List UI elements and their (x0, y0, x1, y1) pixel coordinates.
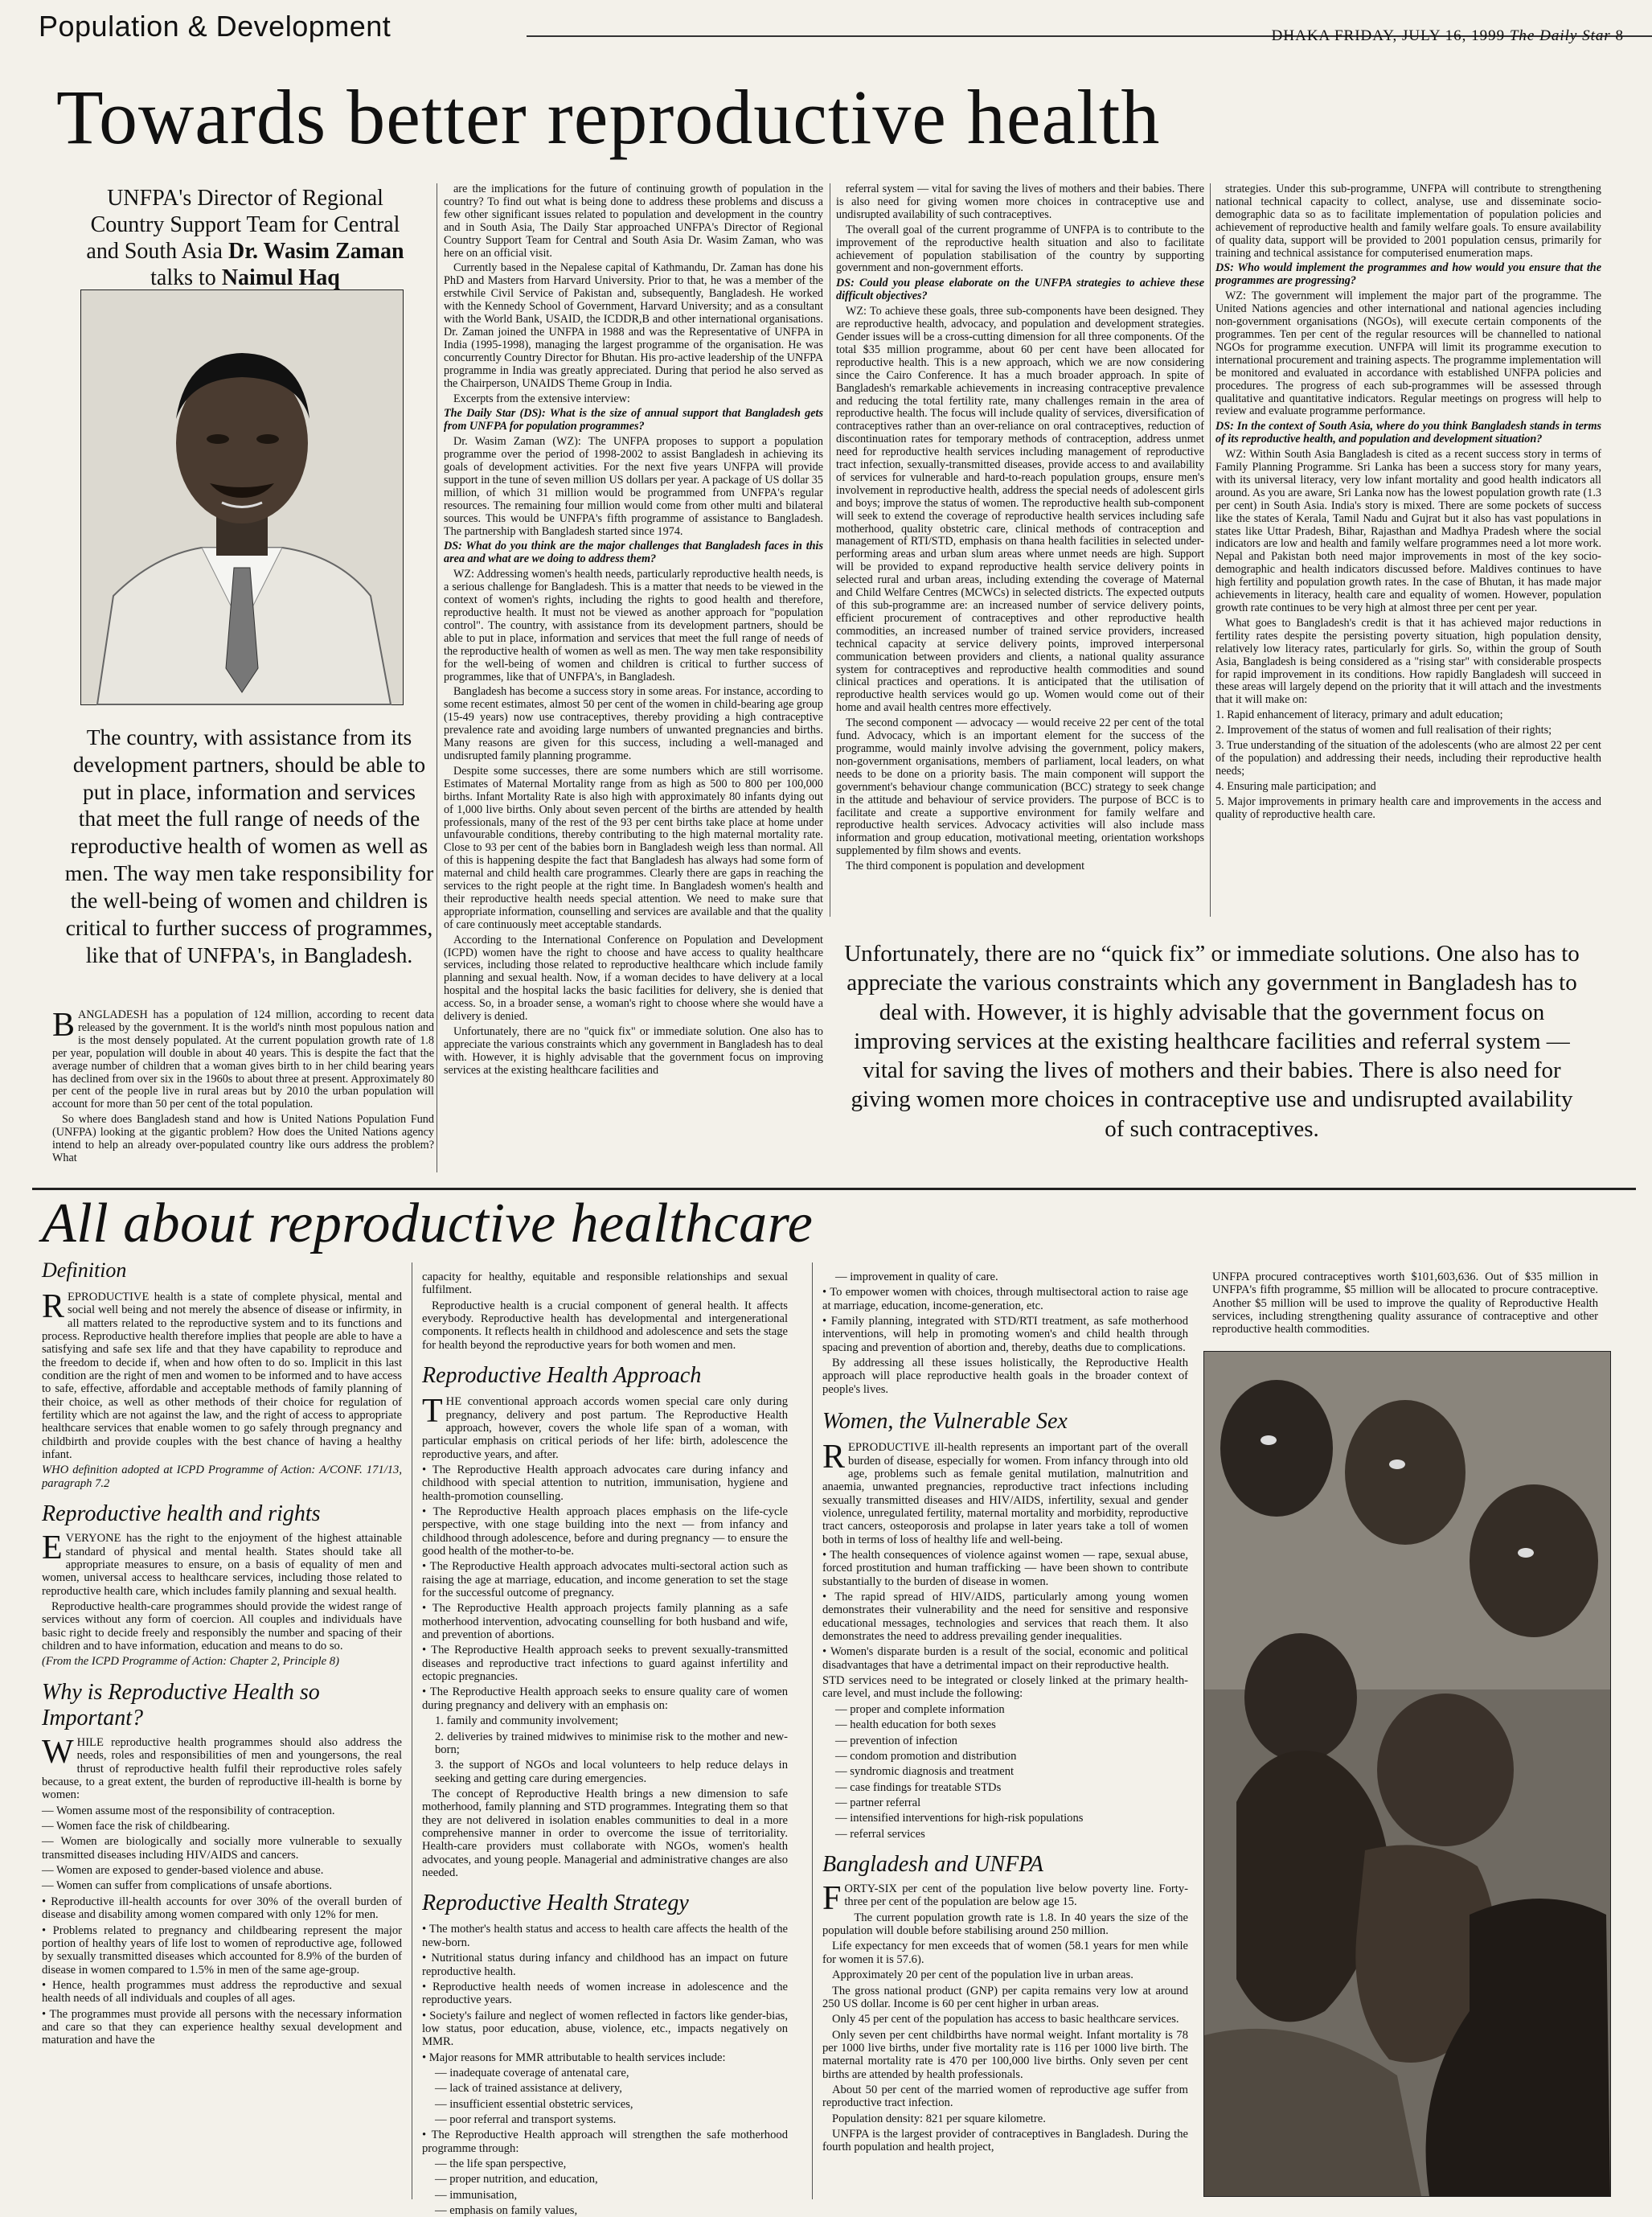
paragraph: Despite some successes, there are some numbers which are still worrisome. Estimates of Maternal Mortality range from as high as 500 to 800 per 100,000 births. Infant Mortality Rate is also high with approximately 80 infants dying out of 1,000 live births. Only about seven percent of the births are attended by health professionals, many of the rest of the 93 per cent births take place at home under unfavourable conditions, thereby contributing to the high maternal mortality rate. Close to 93 per cent of the babies born in Bangladesh weigh less than normal. All of this is happening despite the fact that Bangladesh has always had some form of maternal and child health care programmes. Clearly there are gaps in reaching the services to the right people at the right time. In Bangladesh women's health and their reproductive health needs special attention. We need to make sure that appropriate information, counselling and services are available and that the quality of care continuously meet acceptable standards. (444, 764, 823, 931)
paragraph: Excerpts from the extensive interview: (453, 392, 630, 405)
why-heading: Why is Reproductive Health so Important? (42, 1679, 320, 1730)
paragraph: WZ: Addressing women's health needs, particularly reproductive health needs, is a serious challenge for Bangladesh. This is a matter that needs to be viewed in the context of women's rights, including the rights to good health and therefore, reproductive health. It must not be viewed as another approach for "population control". The country, with assistance from its development partners, should be able to put in place, information and services that meet the full range of needs of the reproductive health of women as well as men. The way men take responsibility for the well-being of women and children is critical to further success of programmes, like that of UNFPA's, in Bangladesh. (444, 568, 823, 684)
list-item: • The mother's health status and access to health care affects the health of the new-born. (422, 1923, 788, 1949)
list-item: • To empower women with choices, through multisectoral action to raise age at marriage, education, income-generation, etc. (822, 1286, 1188, 1312)
interviewee-name: Dr. Wasim Zaman (228, 239, 404, 265)
paragraph: So where does Bangladesh stand and how is United Nations Population Fund (UNFPA) looking at the gigantic problem? How does the United Nations agency intend to help an already over-populated country like ours address the problem? What (52, 1113, 434, 1164)
list-item: • Nutritional status during infancy and childhood has an impact on future reproductive health. (422, 1952, 788, 1978)
interview-question: DS: Who would implement the programmes and how would you ensure that the programmes are progressing? (1215, 261, 1601, 288)
strategy-heading: Reproductive Health Strategy (422, 1891, 689, 1916)
dropcap: R (822, 1439, 846, 1476)
paragraph: The concept of Reproductive Health brings a new dimension to safe motherhood, family planning and STD programmes. Integrating them so that they are not delivered in isolation enables communities to deal in a more comprehensive manner in order to overcome the issue of territoriality. Health-care providers must collaborate with NGOs, women's health advocates, and young people. Managerial and administrative changes are also needed. (422, 1787, 788, 1879)
approach-body (422, 1395, 788, 1879)
list-item: 5. Major improvements in primary health care and improvements in the access and quality of reproductive health care. (1215, 794, 1601, 821)
list-item: • The health consequences of violence against women — rape, sexual abuse, forced prostitution and human trafficking — have been shown to contribute substantially to the burden of disease in women. (822, 1549, 1188, 1588)
paragraph: Bangladesh has become a success story in some areas. For instance, according to some recent estimates, almost 50 per cent of the women in child-bearing age group (15-49 years) now use contraceptives, thereby providing a high contraceptive prevalence rate and avoiding large numbers of unwanted pregnancies and births. Many reasons are given for this success, including a well-managed and undisrupted family planning programme. (444, 685, 823, 762)
list-item: 3. the support of NGOs and local volunteers to help reduce delays in seeking and getting care during emergencies. (435, 1759, 788, 1785)
paragraph: The third component is population and development (846, 860, 1085, 873)
paragraph: The overall goal of the current programme of UNFPA is to contribute to the improvement of the reproductive health situation and also to facilitate achievement of population stabilisation of the country by supporting government and non-government efforts. (836, 223, 1204, 275)
article-column-4 (1215, 183, 1601, 917)
section2-column-4 (1212, 1271, 1598, 1347)
paragraph: ORTY-SIX per cent of the population live below poverty line. Forty-three per cent of the population are below age 15. (844, 1882, 1188, 1909)
list-item: • The Reproductive Health approach seeks to ensure quality care of women during pregnancy and delivery with an emphasis on: (422, 1685, 788, 1712)
paragraph: By addressing all these issues holistically, the Reproductive Health approach will place reproductive health goals in the broader context of people's lives. (822, 1357, 1188, 1396)
list-item: — prevention of infection (835, 1734, 957, 1747)
page-number: 8 (1615, 27, 1624, 44)
list-item: — health education for both sexes (835, 1718, 996, 1732)
list-item: • The Reproductive Health approach places emphasis on the life-cycle perspective, with one stage building into the next — from infancy and childhood through adolescence, before and during pregnancy — to ensure the good health of the mother-to-be. (422, 1505, 788, 1558)
intro-title: UNFPA's Director of Regional Country Support Team for Central and South Asia (86, 186, 400, 265)
list-item: — poor referral and transport systems. (435, 2112, 617, 2126)
paragraph: The current population growth rate is 1.8. In 40 years the size of the population will double before stabilising around 250 million. (822, 1911, 1188, 1938)
list-item: — Women are exposed to gender-based violence and abuse. (42, 1864, 324, 1878)
list-item: 3. True understanding of the situation of the adolescents (who are almost 22 per cent of the population) and addressing their needs, including their reproductive health needs; (1215, 739, 1601, 778)
definition-heading: Definition (42, 1258, 127, 1282)
left-highlight-quote: The country, with assistance from its development partners, should be able to put in place, information and services that meet the full range of needs of the reproductive health of women as well as men. The way men take responsibility for the well-being of women and children is critical to further success of programmes, like that of UNFPA's, in Bangladesh. (64, 725, 434, 967)
list-item: • Major reasons for MMR attributable to health services include: (422, 2051, 726, 2064)
list-item: • The Reproductive Health approach projects family planning as a safe motherhood intervention, advocating counselling for both husband and wife, and prevention of abortions. (422, 1602, 788, 1642)
list-item: — Women are biologically and socially more vulnerable to sexually transmitted diseases including HIV/AIDS and cancers. (42, 1835, 402, 1862)
interview-question: DS: Could you please elaborate on the UNFPA strategies to achieve these difficult objectives? (836, 277, 1204, 303)
rights-heading: Reproductive health and rights (42, 1501, 321, 1527)
col2-lead (422, 1271, 788, 1352)
dropcap: W (42, 1734, 74, 1772)
children-illustration (1204, 1352, 1610, 2196)
list-item: • Women's disparate burden is a result of the social, economic and political disadvantages that have a detrimental impact on their reproductive health. (822, 1645, 1188, 1672)
section2-title: All about reproductive healthcare (42, 1193, 814, 1254)
paragraph: The second component — advocacy — would receive 22 per cent of the total fund. Advocacy, which is an important element for the success of the programme, would mainly involve advising the government, policy makers, non-government organisations, members of parliament, local leaders, on what needs to be done on a priority basis. The main component will support the government's behaviour change communication (BCC) strategy to seek change in the attitude and behaviour of service providers. The purpose of BCC is to facilitate and create a supportive environment for family welfare and reproductive health services. Advocacy activities will also include mass information and group education, motivational meeting, orientation workshops supplemented by film shows and events. (836, 716, 1204, 858)
rights-body (42, 1529, 402, 1669)
list-item: • Family planning, integrated with STD/RTI treatment, as safe motherhood interventions, will help in promoting women's and child health through spacing and prevention of abortion and, thereby, deaths due to complications. (822, 1315, 1188, 1354)
paragraph: Life expectancy for men exceeds that of women (58.1 years for men while for women it is 57.6). (822, 1940, 1188, 1966)
paragraph: capacity for healthy, equitable and responsible relationships and sexual fulfilment. (422, 1271, 788, 1297)
paragraph: EPRODUCTIVE health is a state of complete physical, mental and social well being and not merely the absence of disease or infirmity, in all matters related to the reproductive system and to its functions and process. Reproductive health therefore implies that people are able to have a satisfying and safe sex life and that they have capability to reproduce and the freedom to decide if, when and how often to do so. Implicit in this last condition are the right of men and women to be informed and to have access to safe, effective, affordable and acceptable methods of family planning of their choice, as well as other methods of their choice for regulation of fertility which are not against the law, and the right of access to appropriate healthcare services that enable women to go safely through pregnancy and childbirth and provide couples with the best chance of having a healthy infant. (42, 1290, 402, 1462)
list-item: — referral services (835, 1827, 925, 1841)
paragraph: HE conventional approach accords women special care only during pregnancy, delivery and post partum. The Reproductive Health approach, however, covers the whole life span of a woman, with particular emphasis on critical periods of her life: birth, adolescence the reproductive years, and after. (422, 1395, 788, 1461)
list-item: 2. deliveries by trained midwives to minimise risk to the mother and new-born; (435, 1730, 788, 1756)
headline: Towards better reproductive health (56, 74, 1161, 160)
list-item: — partner referral (835, 1796, 921, 1809)
column-rule (1210, 183, 1211, 917)
paragraph: STD services need to be integrated or closely linked at the primary health-care level, and must include the following: (822, 1674, 1188, 1701)
paragraph: Reproductive health-care programmes should provide the widest range of services without any form of coercion. All couples and individuals have basic right to decide freely and responsibly the number and spacing of their children and to have information, education and means to do so. (42, 1599, 402, 1652)
definition-body (42, 1287, 402, 1490)
paragraph: UNFPA is the largest provider of contraceptives in Bangladesh. During the fourth population and health project, (822, 2127, 1188, 2154)
list-item: 1. Rapid enhancement of literacy, primary and adult education; (1215, 708, 1503, 722)
citation: (From the ICPD Programme of Action: Chapter 2, Principle 8) (42, 1655, 339, 1669)
portrait-photo (80, 289, 404, 705)
paragraph: ANGLADESH has a population of 124 million, according to recent data released by the government. It is the world's ninth most populous nation and is the most densely populated. At the current population growth rate of 1.8 per year, population will double in about 40 years. This is despite the fact that the average number of children that a woman gives birth to in her child bearing years has declined from over six in the 1960s to about three at present. Approximately 80 per cent of the people live in rural areas but by 2010 the urban population will account for more than 50 per cent of the total population. (52, 1008, 434, 1111)
paragraph: referral system — vital for saving the lives of mothers and their babies. There is also need for giving women more choices in contraceptive use and undisrupted availability of such contraceptives. (836, 183, 1204, 221)
column-rule (812, 1262, 813, 2199)
list-item: • The Reproductive Health approach will strengthen the safe motherhood programme through: (422, 2129, 788, 2155)
dropcap: T (422, 1393, 443, 1431)
list-item: — condom promotion and distribution (835, 1749, 1017, 1763)
paragraph: HILE reproductive health programmes should also address the needs, roles and responsibilities of men and youngersons, the real thrust of reproductive health fulfil their reproductive roles safely because, to a great extent, the burden of reproductive ill-health is borne by women: (42, 1736, 402, 1802)
paragraph: Only seven per cent childbirths have normal weight. Infant mortality is 78 per 1000 live births, under five mortality rate is 116 per 1000 live birth. The maternal mortality rate is 470 per 100,000 live births. Only seven per cent births are attended by health professionals. (822, 2028, 1188, 2081)
article-column-2 (444, 183, 823, 1174)
col3-lead (822, 1271, 1188, 1396)
vulnerable-heading: Women, the Vulnerable Sex (822, 1409, 1068, 1435)
dateline-date: DHAKA FRIDAY, JULY 16, 1999 (1271, 27, 1506, 44)
paragraph: What goes to Bangladesh's credit is that it has achieved major reductions in fertility rates despite the persisting poverty situation, high population density, relatively low literacy rates, particularly for girls. So, within the group of South Asia, Bangladesh is being considered as a "rising star" with considerable prospects for rapid improvement in its conditions. How rapidly Bangladesh will succeed in these areas will largely depend on the priority that it will attach and the investments that it will make on: (1215, 616, 1601, 707)
paragraph: The gross national product (GNP) per capita remains very low at around 250 US dollar. Income is 60 per cent higher in urban areas. (822, 1984, 1188, 2010)
paragraph: Population density: 821 per square kilometre. (832, 2112, 1046, 2125)
vulnerable-body (822, 1441, 1188, 1841)
citation: WHO definition adopted at ICPD Programme of Action: A/CONF. 171/13, paragraph 7.2 (42, 1464, 402, 1490)
list-item: — syndromic diagnosis and treatment (835, 1765, 1015, 1779)
paragraph: Reproductive health is a crucial component of general health. It affects everybody. Reproductive health has developmental and intergenerational components. It reflects health in childhood and adolescence and sets the stage for health beyond the reproductive years for both women and men. (422, 1299, 788, 1352)
dropcap: B (52, 1007, 76, 1044)
section-divider (32, 1188, 1636, 1190)
dateline (1272, 27, 1624, 45)
paragraph: EPRODUCTIVE ill-health represents an important part of the overall burden of disease, especially for women. From infancy through into old age, problems such as female genital mutilation, malnutrition and anaemia, unwanted pregnancies, reproductive tract infections including sexually transmitted diseases and HIV/AIDS, infertility, sexual and gender violence, unregulated fertility, maternal mortality and morbidity, reproductive tract cancers, osteoporosis and prolapse in later years take a toll of women both in terms of loss of healthy life and well-being. (822, 1441, 1188, 1546)
list-item: — Women assume most of the responsibility of contraception. (42, 1804, 335, 1817)
bd-body (822, 1882, 1188, 2154)
section2-column-2 (422, 1271, 788, 2217)
list-item: • The Reproductive Health approach advocates care during infancy and childhood with special attention to nutrition, immunisation, hygiene and health-promotion counselling. (422, 1463, 788, 1503)
paragraph: strategies. Under this sub-programme, UNFPA will contribute to strengthening national technical capacity to collect, analyse, use and disseminate socio-demographic data so as to facilitate implementation of population policies and achievement of reproductive health and family welfare goals. To ensure availability of quality data, support will be provided to 2001 population census, primarily for training and technical assistance for computerised enumeration maps. (1215, 183, 1601, 260)
dropcap: F (822, 1880, 842, 1918)
interview-question: DS: In the context of South Asia, where do you think Bangladesh stands in terms of its reproductive health, and population and development situation? (1215, 420, 1601, 446)
paragraph: Approximately 20 per cent of the population live in urban areas. (832, 1969, 1133, 1982)
paragraph: VERYONE has the right to the enjoyment of the highest attainable standard of physical and mental health. States should take all appropriate measures to ensure, on a basis of equality of men and women, universal access to healthcare services, including those related to reproductive health care, which includes family planning and sexual health. (42, 1532, 402, 1598)
list-item: — immunisation, (435, 2188, 518, 2202)
list-item: • The programmes must provide all persons with the necessary information and care so that they can experience healthy sexual development and maturation and have the (42, 2007, 402, 2047)
strategy-body (422, 1923, 788, 2217)
intro-byline (72, 185, 418, 291)
list-item: — intensified interventions for high-risk populations (835, 1812, 1084, 1825)
list-item: — improvement in quality of care. (835, 1271, 998, 1283)
list-item: • Problems related to pregnancy and childbearing represent the major portion of healthy years of life lost to women of reproductive age, followed by sexually transmitted diseases which accounted for 8.9% of the burden of disease in women compared to 1.5% in men of the same age-group. (42, 1923, 402, 1977)
portrait-illustration (81, 290, 403, 704)
list-item: — emphasis on family values, (435, 2204, 578, 2217)
paragraph: WZ: To achieve these goals, three sub-components have been designed. They are reproductive health, advocacy, and population and development strategies. Gender issues will be a cross-cutting dimension for all three components. Of the total $35 million programme, about 60 per cent have been allocated for reproductive health. This is a new approach, which we are now considering since the Cairo Conference. It has a much broader approach. In spite of Bangladesh's remarkable achievements in increasing contraceptive prevalence and reducing the total fertility rate, many challenges remain in the area of reproductive health. The focus will include quality of services, diversification of contraceptives rather than an over-reliance on oral contraceptives, reduction of discontinuation rates for temporary methods of contraception, address unmet need for reproductive health services including management of reproductive tract infection, sexually-transmitted diseases, provide access to and availability of services for vulnerable and hard-to-reach population groups, ensure men's involvement in reproductive health, address the special needs of adolescent girls and boys; improve the status of women. The reproductive health sub-component will seek to extend the coverage of reproductive health services including safe motherhood, quality obstetric care, clinical methods of contraception and management of RTI/STD, emphasis on thana health facilities in selected under-performing areas and urban slum areas where unmet needs are high. Support will be provided to expand reproductive health service delivery points in selected rural and urban areas, including extending the coverage of Maternal and Child Welfare Centres (MCWCs) in selected districts. The expected outputs of this sub-programme are: an increased number of service delivery points, efficient procurement of contraceptives and other reproductive health commodities, an increased number of trained service providers, increased technical capacity at service delivery points, improved interpersonal communication between providers and clients, a national quality assurance system for contraceptives and reproductive health commodities and sound clinical practices and operations. It is anticipated that the utilisation of reproductive health services would go up. Women would come out of their home and avail health centres more effectively. (836, 305, 1204, 715)
list-item: — proper nutrition, and education, (435, 2173, 598, 2186)
interview-question: The Daily Star (DS): What is the size of annual support that Bangladesh gets from UNFPA for population programmes? (444, 407, 823, 433)
list-item: — the life span perspective, (435, 2157, 567, 2170)
dropcap: E (42, 1529, 63, 1567)
section-label: Population & Development (39, 10, 391, 43)
list-item: • Reproductive health needs of women increase in adolescence and the reproductive years. (422, 1980, 788, 2007)
paragraph: Dr. Wasim Zaman (WZ): The UNFPA proposes to support a population programme over the period of 1998-2002 to assist Bangladesh in achieving its goals of development activities. For the next five years UNFPA will provide support in the tune of seven million US dollars per year. A package of US dollar 35 million, of which 31 million would be programmed from UNFPA's regular resources. The remaining four million would come from other multi and bilateral sources. This would be UNFPA's fifth programme of assistance to Bangladesh. The partnership with Bangladesh started since 1974. (444, 435, 823, 538)
list-item: 1. family and community involvement; (435, 1714, 619, 1728)
article-column-1 (52, 1009, 434, 1176)
paragraph: Only 45 per cent of the population has access to basic healthcare services. (832, 2013, 1179, 2026)
children-photo (1203, 1351, 1611, 2197)
list-item: — Women can suffer from complications of unsafe abortions. (42, 1879, 333, 1893)
list-item: • Reproductive ill-health accounts for over 30% of the overall burden of disease and disability among women compared with only 12% for men. (42, 1895, 402, 1922)
list-item: — case findings for treatable STDs (835, 1780, 1002, 1794)
list-item: 4. Ensuring male participation; and (1215, 779, 1376, 793)
paragraph: WZ: Within South Asia Bangladesh is cited as a recent success story in terms of Family Planning Programme. Sri Lanka has been a success story for many years, with its universal literacy, very low infant mortality and good health indicators all around. As you are aware, Sri Lanka now has the lowest population growth rate (1.3 per cent) in South Asia. India's story is mixed. There are some pockets of success like the states of Kerala, Tamil Nadu and Gujrat but it also has vast populations in states like Uttar Pradesh, Bihar, Rajasthan and Madhya Pradesh where the social indicators are low and health and family welfare programmes need a lot more work. Nepal and Pakistan both need major improvements in most of the key socio-demographic and health indicators discussed before. Maldives continues to have high fertility and population growth rates. In the case of Bhutan, it has made major achievements in literacy, health care and equality of women. However, population growth rate continues to be very high at almost three per cent per year. (1215, 448, 1601, 614)
list-item: — lack of trained assistance at delivery, (435, 2082, 622, 2096)
paragraph: Unfortunately, there are no "quick fix" or immediate solution. One also has to appreciate the various constraints which any government in Bangladesh has to deal with. However, it is highly advisable that the government focus on improving services at the existing healthcare facilities and (444, 1025, 823, 1077)
section2-column-1 (42, 1258, 402, 2203)
list-item: — inadequate coverage of antenatal care, (435, 2066, 629, 2079)
list-item: 2. Improvement of the status of women and full realisation of their rights; (1215, 724, 1552, 737)
dropcap: R (42, 1287, 65, 1325)
list-item: • The rapid spread of HIV/AIDS, particularly among young women demonstrates their vulnerability and the need for sensitive and responsive educational messages, technologies and services that reach them. It also demonstrates the need to address prevailing gender inequalities. (822, 1591, 1188, 1644)
paper-name: The Daily Star (1509, 27, 1611, 44)
paragraph: UNFPA procured contraceptives worth $101,603,636. Out of $35 million in UNFPA's fifth programme, $5 million will be allocated to procure contraceptive. Another $5 million will be used to improve the quality of Reproductive Health services, including strengthening quality assurance of contraceptive and other reproductive health commodities. (1212, 1271, 1598, 1336)
section2-column-3 (822, 1271, 1188, 2203)
list-item: • Society's failure and neglect of women reflected in factors like gender-bias, low status, poor education, abuse, violence, etc., impacts negatively on MMR. (422, 2009, 788, 2049)
interviewer-name: Naimul Haq (221, 265, 340, 291)
approach-heading: Reproductive Health Approach (422, 1363, 702, 1389)
list-item: • Hence, health programmes must address the reproductive and sexual health needs of all individuals and couples of all ages. (42, 1978, 402, 2006)
paragraph: are the implications for the future of continuing growth of population in the country? To find out what is being done to address these problems and discuss a few other significant issues related to population and development in the country and in South Asia, The Daily Star approached UNFPA's Director of Regional Country Support Team for Central and South Asia Dr. Wasim Zaman, who was here on an official visit. (444, 183, 823, 260)
interview-question: DS: What do you think are the major challenges that Bangladesh faces in this area and what are we doing to address them? (444, 540, 823, 566)
list-item: — Women face the risk of childbearing. (42, 1820, 231, 1833)
pull-quote: Unfortunately, there are no “quick fix” or immediate solutions. One also has to appreciate the various constraints which any government in Bangladesh has to deal with. However, it is highly advisable that the government focus on improving services at the existing healthcare facilities and referral system — vital for saving the lives of mothers and their babies. There is also need for giving women more choices in contraceptive use and undisrupted availability of such contraceptives. (844, 941, 1580, 1142)
paragraph: Currently based in the Nepalese capital of Kathmandu, Dr. Zaman has done his PhD and Masters from Harvard University. Prior to that, he was a member of the erstwhile Civil Service of Pakistan and, subsequently, Bangladesh. He worked with the Kennedy School of Government, Harvard University; and as a consultant with the World Bank, USAID, the ICDDR,B and other international organisations. Dr. Zaman joined the UNFPA in 1988 and was the Representative of UNFPA in India (1995-1998), managing the largest programme of the organisation. He was concurrently Country Director for Bhutan. His pro-active leadership of the UNFPA programme in India was greatly appreciated. During that period he also served as the Chairperson, UNAIDS Theme Group in India. (444, 261, 823, 390)
list-item: — insufficient essential obstetric services, (435, 2097, 633, 2111)
paragraph: According to the International Conference on Population and Development (ICPD) women have the right to choose and have access to quality healthcare services, including those related to reproductive healthcare which include family planning and sexual health. Now, if a woman decides to have delivery at a local hospital and the hospital lacks the basic facilities for delivery, she is denied that access. So, in a broader sense, a woman's right to choose where she would have a delivery is denied. (444, 933, 823, 1024)
list-item: • The Reproductive Health approach seeks to prevent sexually-transmitted diseases and reproductive tract infections to guard against infertility and ectopic pregnancies. (422, 1644, 788, 1684)
why-body (42, 1736, 402, 2047)
bd-heading: Bangladesh and UNFPA (822, 1851, 1043, 1877)
paragraph: WZ: The government will implement the major part of the programme. The United Nations agencies and other international and national agencies including non-government organisations (NGOs), will execute certain components of the programmes. Ten per cent of the regular resources will be channelled to national NGOs for programme execution. UNFPA will limit its programme execution to international procurement and training aspects. The programme implementation will be monitored and evaluated in accordance with established UNFPA policies and procedures. The progress of each sub-programmes will be assessed through qualitative and quantitative indicators. Regular meetings on progress will help to review and evaluate programme performance. (1215, 289, 1601, 418)
paragraph: About 50 per cent of the married women of reproductive age suffer from reproductive tract infection. (822, 2083, 1188, 2110)
article-column-3 (836, 183, 1204, 917)
intro-talks-to: talks to (150, 265, 216, 291)
list-item: — proper and complete information (835, 1702, 1005, 1716)
list-item: • The Reproductive Health approach advocates multi-sectoral action such as raising the age at marriage, education, and income generation to set the stage for the successful outcome of pregnancy. (422, 1560, 788, 1600)
